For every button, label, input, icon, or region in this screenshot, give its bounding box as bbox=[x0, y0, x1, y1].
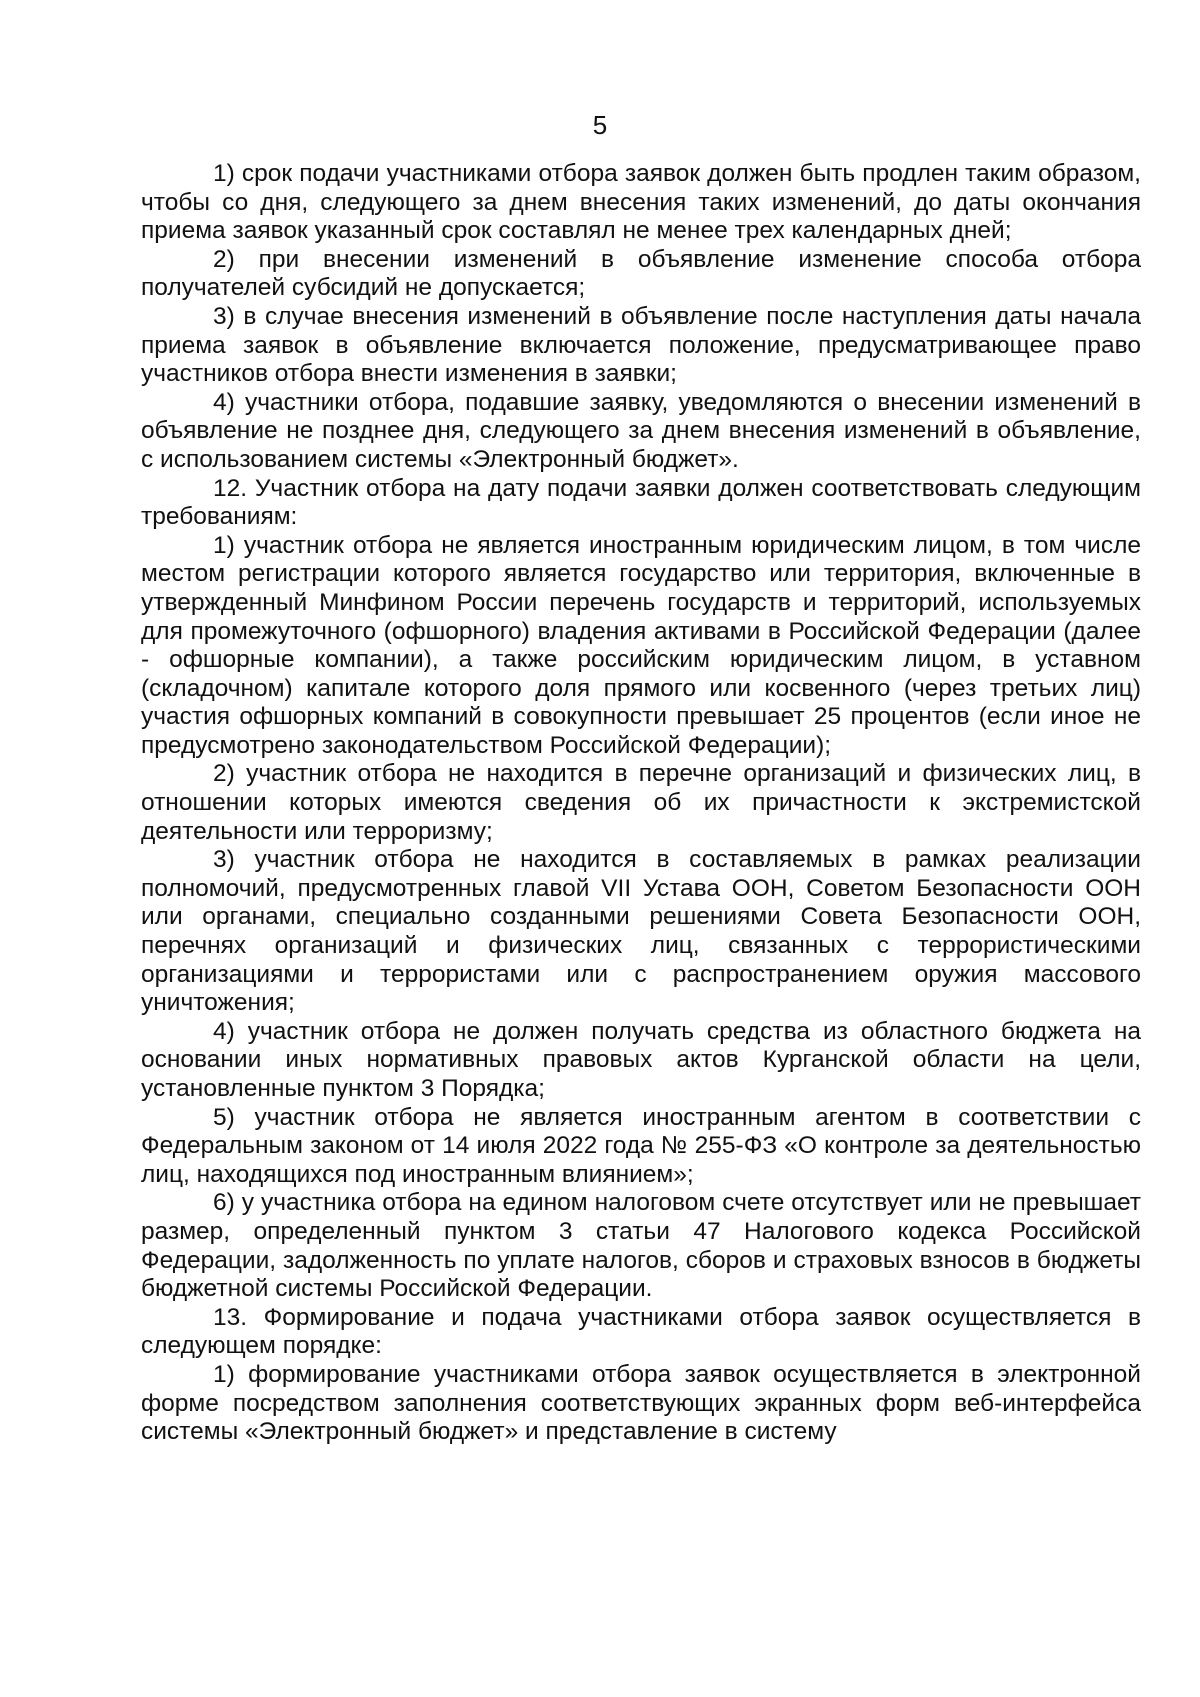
paragraph-2-method-change: 2) при внесении изменений в объявление изменение способа отбора получателей субсидий не допускается; bbox=[141, 245, 1141, 302]
requirement-2-extremism: 2) участник отбора не находится в перечне организаций и физических лиц, в отношении которых имеются сведения об их причастности к экстремистской деятельности или терроризму; bbox=[141, 760, 1141, 845]
paragraph-12-requirements: 12. Участник отбора на дату подачи заявки должен соответствовать следующим требованиям: bbox=[141, 474, 1141, 531]
requirement-6-tax-debt: 6) у участника отбора на едином налоговом счете отсутствует или не превышает размер, определенный пунктом 3 статьи 47 Налогового кодекса Российской Федерации, задолженность по уплате налогов, сборов и страховых взносов в бюджеты бюджетной системы Российской Федерации. bbox=[141, 1189, 1141, 1303]
requirement-1-offshore: 1) участник отбора не является иностранным юридическим лицом, в том числе местом регистрации которого является государство или территория, включенные в утвержденный Минфином России перечень государств и территорий, используемых для промежуточного (офшорного) владения активами в Российской Федерации (далее - офшорные компании), а также российским юридическим лицом, в уставном (складочном) капитале которого доля прямого или косвенного (через третьих лиц) участия офшорных компаний в совокупности превышает 25 процентов (если иное не предусмотрено законодательством Российской Федерации); bbox=[141, 531, 1141, 759]
paragraph-13-application-procedure: 13. Формирование и подача участниками отбора заявок осуществляется в следующем порядке: bbox=[141, 1303, 1141, 1360]
paragraph-1-deadline-extension: 1) срок подачи участниками отбора заявок должен быть продлен таким образом, чтобы со дня, следующего за днем внесения таких изменений, до даты окончания приема заявок указанный срок составлял не менее трех календарных дней; bbox=[141, 160, 1141, 245]
paragraph-4-notification: 4) участники отбора, подавшие заявку, уведомляются о внесении изменений в объявление не позднее дня, следующего за днем внесения изменений в объявление, с использованием системы «Электронный бюджет». bbox=[141, 388, 1141, 473]
procedure-1-electronic-form: 1) формирование участниками отбора заявок осуществляется в электронной форме посредством заполнения соответствующих экранных форм веб-интерфейса системы «Электронный бюджет» и представление в систему bbox=[141, 1360, 1141, 1446]
document-body bbox=[141, 160, 1141, 1447]
requirement-4-budget-funds: 4) участник отбора не должен получать средства из областного бюджета на основании иных нормативных правовых актов Курганской области на цели, установленные пунктом 3 Порядка; bbox=[141, 1017, 1141, 1102]
page-number: 5 bbox=[592, 110, 608, 140]
paragraph-3-amendment-rights: 3) в случае внесения изменений в объявление после наступления даты начала приема заявок в объявление включается положение, предусматривающее право участников отбора внести изменения в заявки; bbox=[141, 302, 1141, 388]
requirement-3-un-lists: 3) участник отбора не находится в составляемых в рамках реализации полномочий, предусмотренных главой VII Устава ООН, Советом Безопасности ООН или органами, специально созданными решениями Совета Безопасности ООН, перечнях организаций и физических лиц, связанных с террористическими организациями и террористами или с распространением оружия массового уничтожения; bbox=[141, 846, 1141, 1017]
requirement-5-foreign-agent: 5) участник отбора не является иностранным агентом в соответствии с Федеральным законом от 14 июля 2022 года № 255-ФЗ «О контроле за деятельностью лиц, находящихся под иностранным влиянием»; bbox=[141, 1103, 1141, 1188]
